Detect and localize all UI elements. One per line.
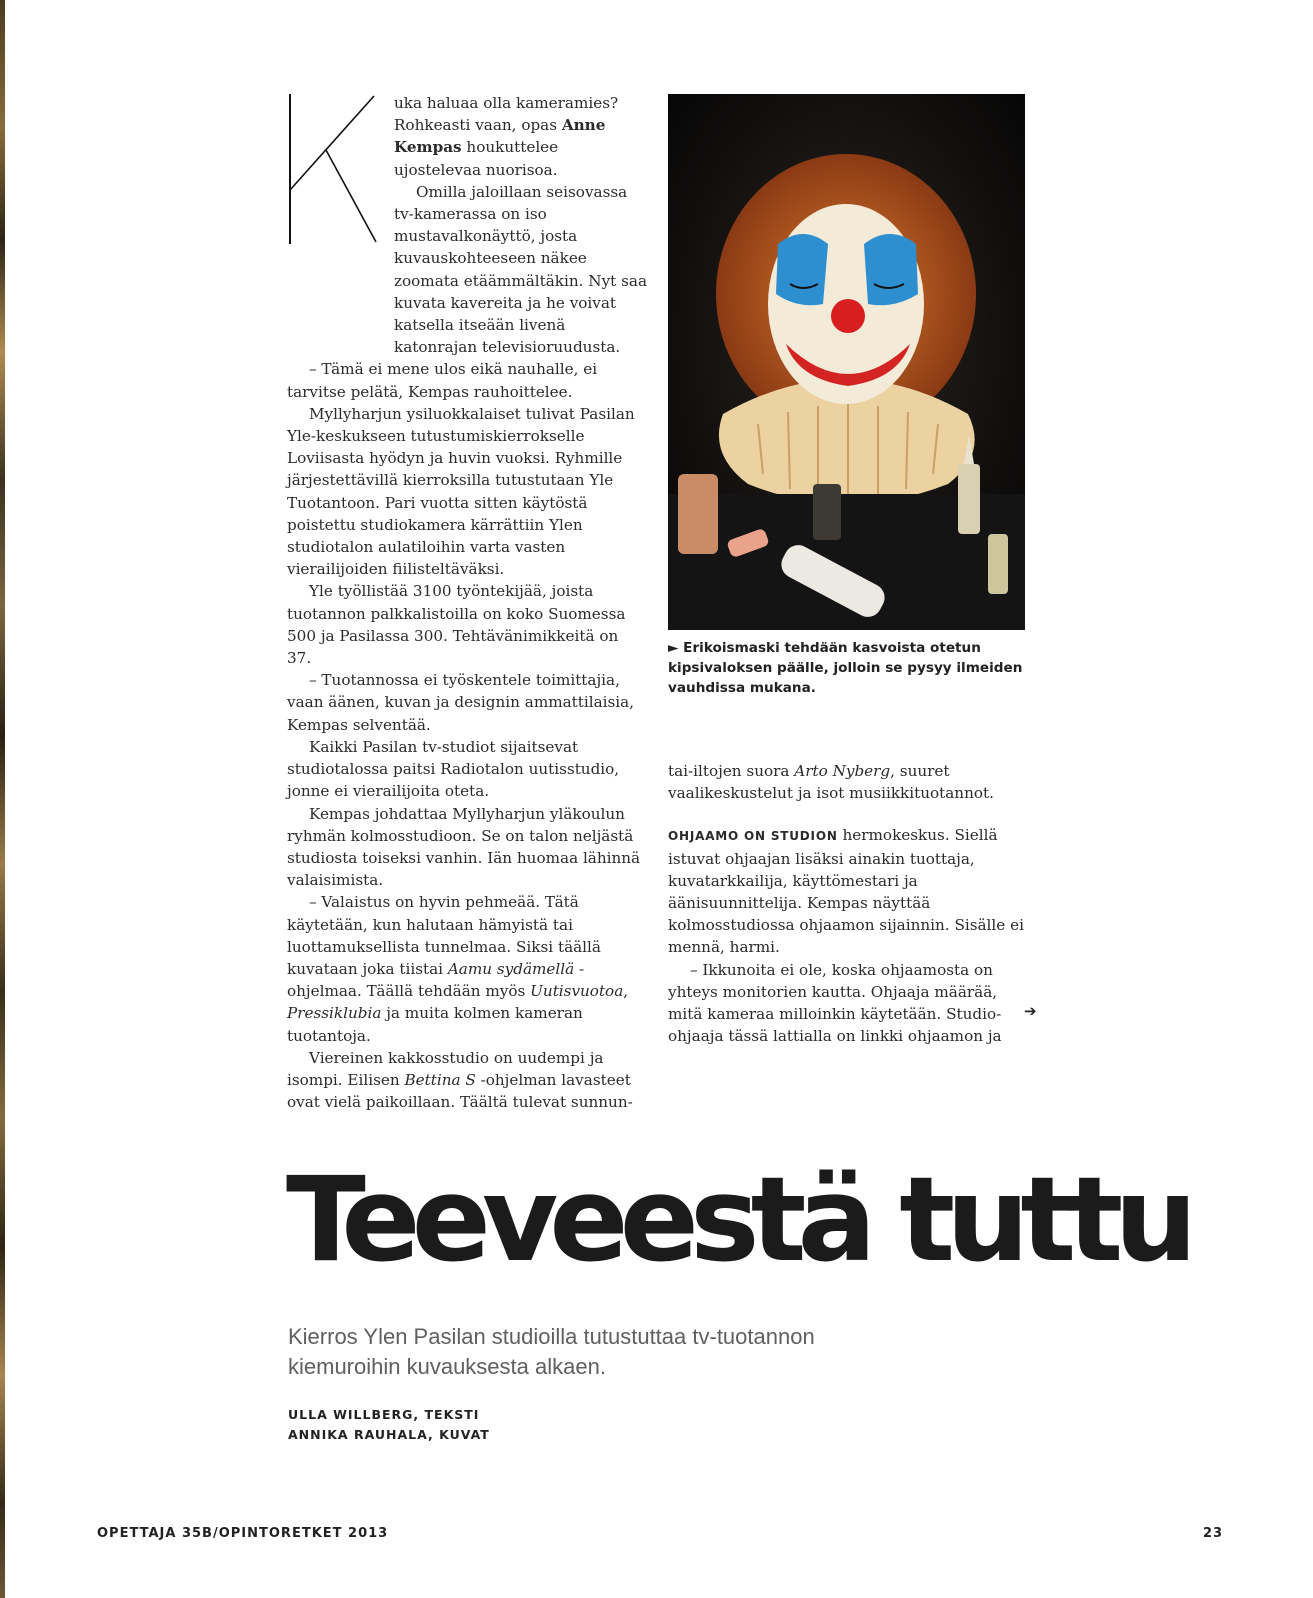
paragraph: – Tuotannossa ei työskentele toimittajia, vaan äänen, kuvan ja designin ammattilaisia, Kempas selventää.	[287, 671, 635, 734]
paragraph: – Tämä ei mene ulos eikä nauhalle, ei tarvitse pelätä, Kempas rauhoittelee.	[287, 360, 598, 401]
byline	[288, 1405, 490, 1445]
paragraph: Omilla jaloillaan seisovassa tv-kamerassa on iso mustavalkonäyttö, josta kuvauskohteeseen näkee zoomata etäämmältäkin. Nyt saa kuvata kavereita ja he voivat katsella itseään livenä katonrajan televisioruudusta.	[394, 182, 648, 357]
article-column-1	[287, 92, 647, 1113]
section-lead-in: OHJAAMO ON STUDION	[668, 829, 838, 844]
credit-photo: ANNIKA RAUHALA, KUVAT	[288, 1427, 490, 1442]
paragraph: – Valaistus on hyvin pehmeää. Tätä käytetään, kun halutaan hämyistä tai luottamuksellista tunnelmaa. Siksi täällä kuvataan joka tiistai Aamu sydämellä -ohjelmaa. Täällä tehdään myös Uutisvuotoa, Pressiklubia ja muita kolmen kameran tuotantoja.	[287, 893, 629, 1045]
paragraph-subhead: OHJAAMO ON STUDION hermokeskus. Siellä istuvat ohjaajan lisäksi ainakin tuottaja, kuvatarkkailija, käyttömestari ja äänisuunnittelija. Kempas näyttää kolmosstudiossa ohjaamon sijainnin. Sisälle ei mennä, harmi.	[668, 826, 1024, 957]
page-number: 23	[1203, 1526, 1224, 1541]
paragraph: Myllyharjun ysiluokkalaiset tulivat Pasilan Yle-keskukseen tutustumiskierrokselle Loviisasta hyödyn ja huvin vuoksi. Ryhmille järjestettävillä kierroksilla tutustutaan Yle Tuotantoon. Pari vuotta sitten käytöstä poistettu studiokamera kärrättiin Ylen studiotalon aulatiloihin varta vasten vierailijoiden fiilisteltäväksi.	[287, 404, 635, 579]
footer-publication: OPETTAJA 35B/OPINTORETKET 2013	[97, 1526, 389, 1541]
article-column-2	[668, 760, 1030, 1047]
photo-caption: ► Erikoismaski tehdään kasvoista otetun kipsivaloksen päälle, jolloin se pysyy ilmeiden vauhdissa mukana.	[668, 640, 1023, 696]
paragraph-intro: uka haluaa olla kameramies? Rohkeasti vaan, opas Anne Kempas houkuttelee ujostelevaa nuorisoa.	[394, 94, 619, 179]
paragraph: Yle työllistää 3100 työntekijää, joista tuotannon palkkalistoilla on koko Suomessa 500 ja Pasilassa 300. Tehtävänimikkeitä on 37.	[287, 582, 626, 668]
article-lead: Kierros Ylen Pasilan studioilla tutustuttaa tv-tuotannon kiemuroihin kuvauksesta alkaen.	[288, 1324, 815, 1379]
article-title: Teeveestä tuttu	[286, 1151, 1189, 1288]
guide-name: Anne Kempas	[394, 116, 606, 157]
paragraph: tai-iltojen suora Arto Nyberg, suuret vaalikeskustelut ja isot musiikkituotannot.	[668, 762, 994, 803]
credit-text: ULLA WILLBERG, TEKSTI	[288, 1407, 480, 1422]
paragraph: Viereinen kakkosstudio on uudempi ja isompi. Eilisen Bettina S -ohjelman lavasteet ovat vielä paikoillaan. Täältä tulevat sunnun-	[287, 1048, 633, 1112]
paragraph: Kempas johdattaa Myllyharjun yläkoulun ryhmän kolmosstudioon. Se on talon neljästä studiosta toiseksi vanhin. Iän huomaa lähinnä valaisimista.	[287, 804, 641, 890]
page-edge-strip	[0, 0, 5, 1598]
paragraph: Kaikki Pasilan tv-studiot sijaitsevat studiotalossa paitsi Radiotalon uutisstudio, jonne ei vierailijoita oteta.	[287, 737, 620, 801]
clown-photo	[668, 94, 1025, 630]
continue-arrow-icon: ➔	[1024, 1002, 1037, 1020]
paragraph: – Ikkunoita ei ole, koska ohjaamosta on yhteys monitorien kautta. Ohjaaja määrää, mitä kameraa milloinkin käytetään. Studio-ohjaaja tässä lattialla on linkki ohjaamon ja	[668, 960, 1002, 1046]
